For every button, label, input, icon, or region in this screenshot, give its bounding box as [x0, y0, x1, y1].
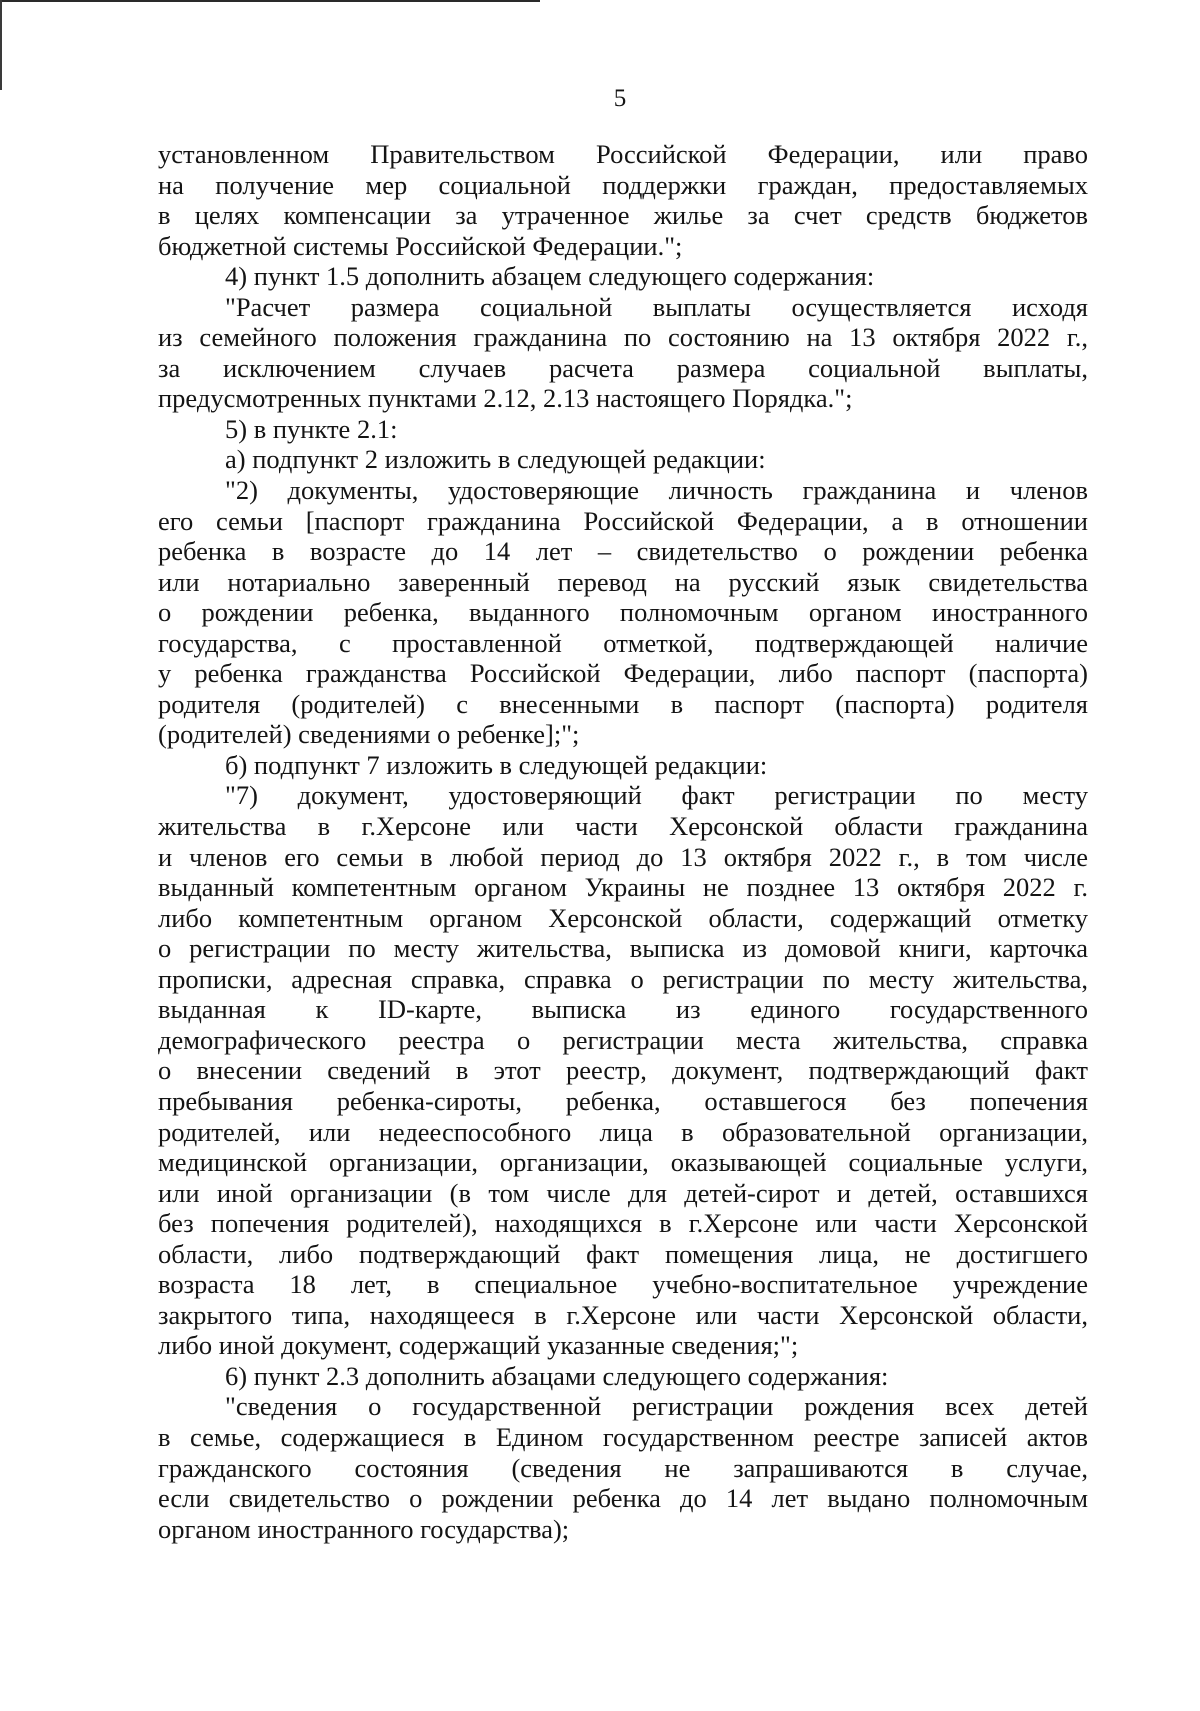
text-line: прописки, адресная справка, справка о регистрации по месту жительства,: [158, 963, 1088, 994]
text-line: либо компетентным органом Херсонской области, содержащий отметку: [158, 902, 1088, 933]
text-line: 5) в пункте 2.1:: [225, 413, 398, 444]
text-line: без попечения родителей), находящихся в г.Херсоне или части Херсонской: [158, 1208, 1088, 1239]
text-line: гражданского состояния (сведения не запрашиваются в случае,: [158, 1452, 1088, 1483]
text-line: если свидетельство о рождении ребенка до 14 лет выдано полномочным: [158, 1483, 1088, 1514]
text-line: установленном Правительством Российской Федерации, или право: [158, 139, 1088, 169]
text-line: "7) документ, удостоверяющий факт регистрации по месту: [225, 780, 1088, 811]
text-line: (родителей) сведениями о ребенке];";: [158, 719, 580, 750]
text-line: "2) документы, удостоверяющие личность гражданина и членов: [225, 475, 1088, 506]
scan-edge-top: [0, 0, 540, 2]
text-line: 4) пункт 1.5 дополнить абзацем следующего содержания:: [225, 261, 875, 292]
text-line: из семейного положения гражданина по состоянию на 13 октября 2022 г.,: [158, 322, 1088, 353]
text-line: б) подпункт 7 изложить в следующей редакции:: [225, 749, 768, 780]
text-line: области, либо подтверждающий факт помещения лица, не достигшего: [158, 1238, 1088, 1269]
text-line: пребывания ребенка-сироты, ребенка, оставшегося без попечения: [158, 1085, 1088, 1116]
text-line: демографического реестра о регистрации места жительства, справка: [158, 1024, 1088, 1055]
text-line: о регистрации по месту жительства, выписка из домовой книги, карточка: [158, 933, 1088, 964]
text-line: или иной организации (в том числе для детей-сирот и детей, оставшихся: [158, 1177, 1088, 1208]
document-body: [158, 139, 1088, 1544]
text-line: и членов его семьи в любой период до 13 октября 2022 г., в том числе: [158, 841, 1088, 872]
page-number: 5: [613, 85, 627, 112]
text-line: родителей, или недееспособного лица в образовательной организации,: [158, 1116, 1088, 1147]
text-line: о рождении ребенка, выданного полномочным органом иностранного: [158, 597, 1088, 628]
text-line: или нотариально заверенный перевод на русский язык свидетельства: [158, 566, 1088, 597]
text-line: бюджетной системы Российской Федерации.";: [158, 230, 683, 261]
text-line: на получение мер социальной поддержки граждан, предоставляемых: [158, 169, 1088, 200]
text-line: медицинской организации, организации, оказывающей социальные услуги,: [158, 1147, 1088, 1178]
text-line: органом иностранного государства);: [158, 1513, 570, 1544]
text-line: "Расчет размера социальной выплаты осуществляется исходя: [225, 291, 1088, 322]
text-line: жительства в г.Херсоне или части Херсонской области гражданина: [158, 811, 1088, 842]
text-line: его семьи [паспорт гражданина Российской Федерации, а в отношении: [158, 505, 1088, 536]
text-line: выданный компетентным органом Украины не позднее 13 октября 2022 г.: [158, 872, 1088, 903]
text-line: ребенка в возрасте до 14 лет – свидетельство о рождении ребенка: [158, 536, 1088, 567]
text-line: либо иной документ, содержащий указанные сведения;";: [158, 1330, 799, 1361]
text-line: за исключением случаев расчета размера социальной выплаты,: [158, 352, 1088, 383]
text-line: 6) пункт 2.3 дополнить абзацами следующего содержания:: [225, 1360, 889, 1391]
text-line: в семье, содержащиеся в Едином государственном реестре записей актов: [158, 1421, 1088, 1452]
text-line: у ребенка гражданства Российской Федерации, либо паспорт (паспорта): [158, 658, 1088, 689]
text-line: возраста 18 лет, в специальное учебно-воспитательное учреждение: [158, 1269, 1088, 1300]
text-line: а) подпункт 2 изложить в следующей редакции:: [225, 444, 766, 475]
text-line: закрытого типа, находящееся в г.Херсоне или части Херсонской области,: [158, 1299, 1088, 1330]
text-line: в целях компенсации за утраченное жилье за счет средств бюджетов: [158, 200, 1088, 231]
text-line: государства, с проставленной отметкой, подтверждающей наличие: [158, 627, 1088, 658]
text-line: предусмотренных пунктами 2.12, 2.13 настоящего Порядка.";: [158, 383, 853, 414]
text-line: выданная к ID-карте, выписка из единого государственного: [158, 994, 1088, 1025]
text-line: о внесении сведений в этот реестр, документ, подтверждающий факт: [158, 1055, 1088, 1086]
scan-edge-left: [0, 0, 2, 90]
text-line: родителя (родителей) с внесенными в паспорт (паспорта) родителя: [158, 688, 1088, 719]
text-line: "сведения о государственной регистрации рождения всех детей: [225, 1391, 1088, 1422]
